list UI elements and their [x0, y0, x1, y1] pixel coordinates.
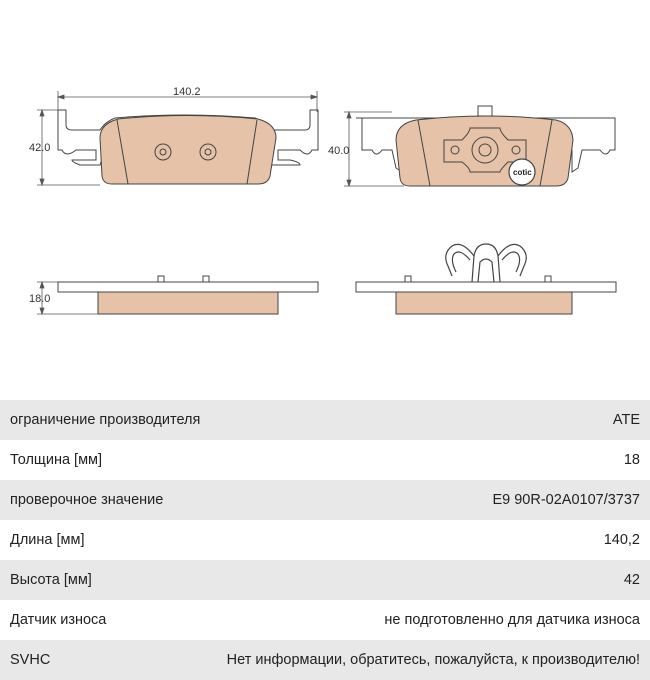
thickness-label: 18.0 — [29, 293, 51, 305]
spec-value: Нет информации, обратитесь, пожалуйста, к производителю! — [226, 652, 640, 668]
spec-value: не подготовленно для датчика износа — [384, 612, 640, 628]
front-height-label: 42.0 — [29, 142, 51, 154]
spec-row — [0, 440, 650, 480]
logo-text: cotic — [513, 168, 532, 177]
side-backing-plate-right — [356, 282, 616, 292]
length-label: 140.2 — [173, 86, 201, 98]
spec-value: 140,2 — [603, 532, 640, 548]
spec-label: SVHC — [10, 652, 51, 668]
side-friction-left — [98, 292, 278, 314]
spec-value: ATE — [612, 412, 640, 428]
side-friction-right — [396, 292, 572, 314]
spec-value: 42 — [623, 572, 640, 588]
side-backing-plate-left — [58, 282, 318, 292]
spec-label: Толщина [мм] — [10, 452, 103, 468]
spec-row — [0, 480, 650, 520]
spec-value: 18 — [623, 452, 640, 468]
spec-row — [0, 600, 650, 640]
spec-label: Датчик износа — [10, 612, 107, 628]
spec-row — [0, 400, 650, 440]
specs-table — [0, 400, 650, 680]
spec-label: ограничение производителя — [10, 412, 201, 428]
spring-clip — [446, 244, 527, 282]
spec-value: E9 90R-02A0107/3737 — [492, 492, 640, 508]
spec-label: Высота [мм] — [10, 572, 92, 588]
spec-row — [0, 640, 650, 680]
back-height-label: 40.0 — [328, 145, 350, 157]
spec-row — [0, 560, 650, 600]
spec-row — [0, 520, 650, 560]
spec-label: Длина [мм] — [10, 532, 85, 548]
spec-label: проверочное значение — [10, 492, 164, 508]
